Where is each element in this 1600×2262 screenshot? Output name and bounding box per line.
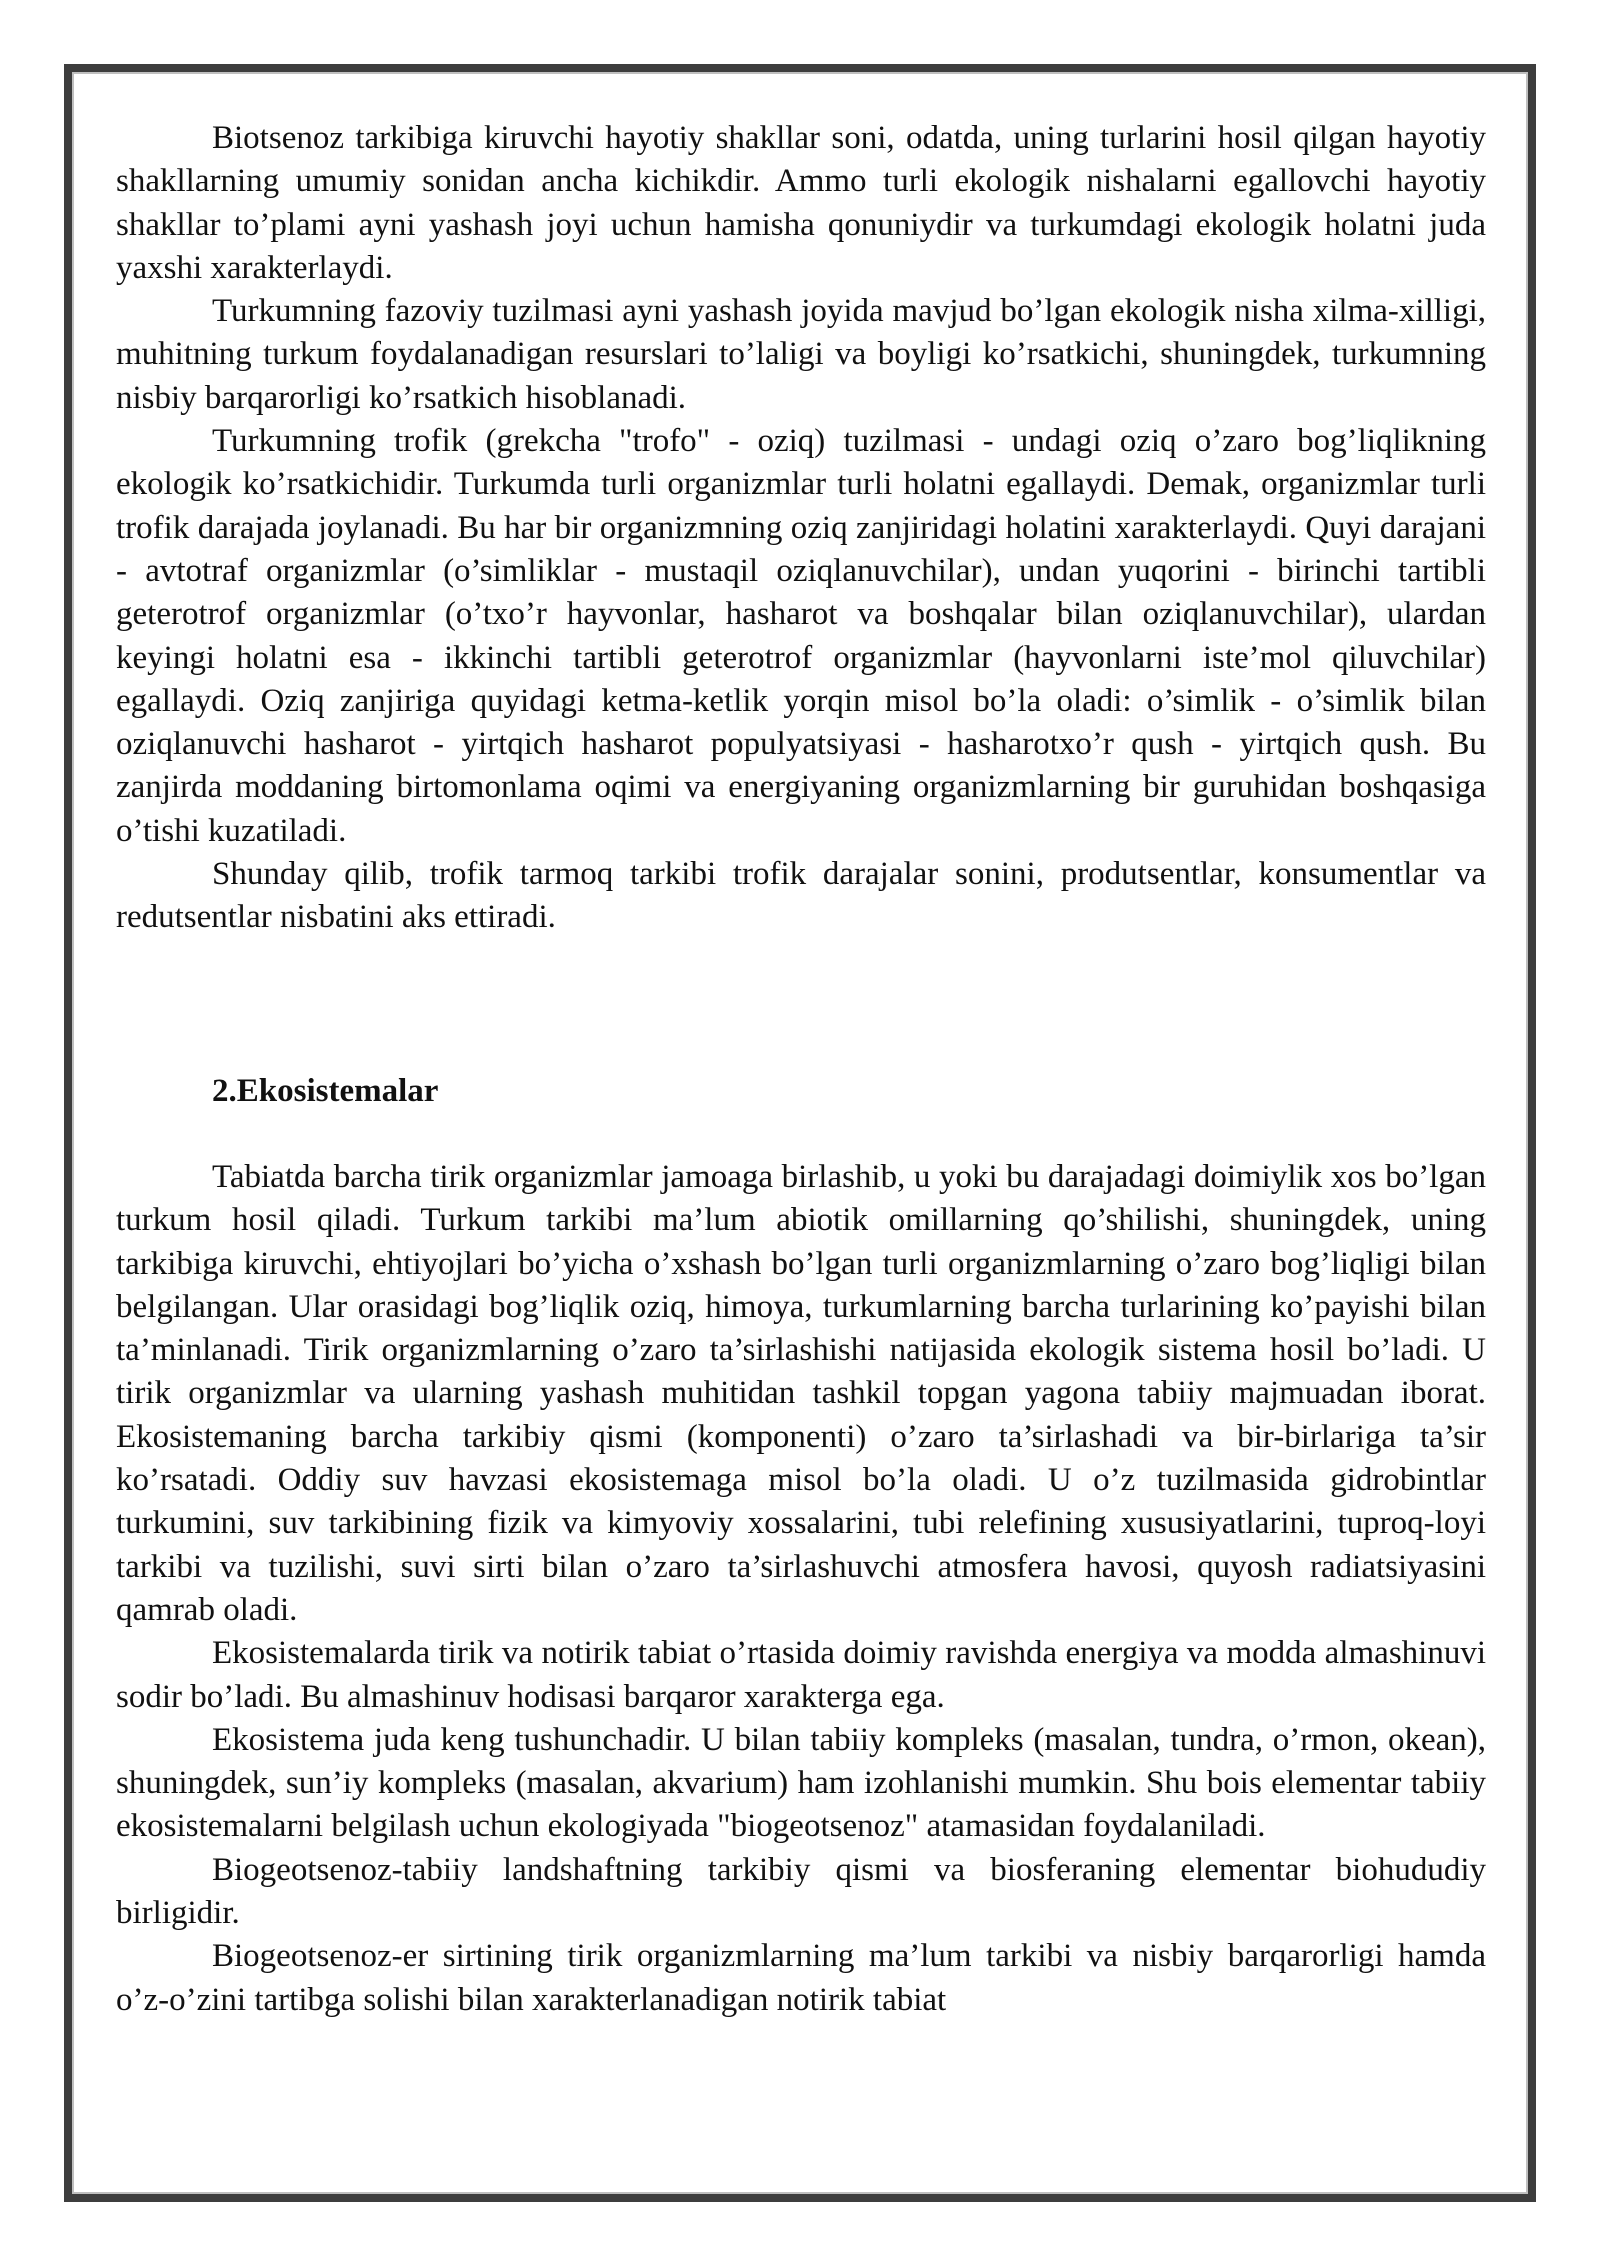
section-heading-ekosistemalar: 2.Ekosistemalar	[212, 1072, 439, 1109]
section-spacer	[116, 940, 1486, 1070]
paragraph-biogeotsenoz-earth: Biogeotsenoz-er sirtining tirik organizmlarning ma’lum tarkibi va nisbiy barqarorligi hamda o’z-o’zini tartibga solishi bilan xarakterlanadigan notirik tabiat	[116, 1938, 1486, 2018]
paragraph-trophic-network: Shunday qilib, trofik tarmoq tarkibi trofik darajalar sonini, produtsentlar, konsumentlar va redutsentlar nisbatini aks ettiradi.	[116, 856, 1486, 936]
paragraph-energy-exchange: Ekosistemalarda tirik va notirik tabiat o’rtasida doimiy ravishda energiya va modda almashinuvi sodir bo’ladi. Bu almashinuv hodisasi barqaror xarakterga ega.	[116, 1635, 1486, 1715]
paragraph-spatial-structure: Turkumning fazoviy tuzilmasi ayni yashash joyida mavjud bo’lgan ekologik nisha xilma-xilligi, muhitning turkum foydalanadigan resurslari to’laligi va boyligi ko’rsatkichi, shuningdek, turkumning nisbiy barqarorligi ko’rsatkich hisoblanadi.	[116, 293, 1486, 416]
paragraph-biotsenoz-life-forms: Biotsenoz tarkibiga kiruvchi hayotiy shakllar soni, odatda, uning turlarini hosil qilgan hayotiy shakllarning umumiy sonidan ancha kichikdir. Ammo turli ekologik nishalarni egallovchi hayotiy shakllar to’plami ayni yashash joyi uchun hamisha qonuniydir va turkumdagi ekologik holatni juda yaxshi xarakterlaydi.	[116, 120, 1486, 286]
paragraph-ecosystem-intro: Tabiatda barcha tirik organizmlar jamoaga birlashib, u yoki bu darajadagi doimiylik xos bo’lgan turkum hosil qiladi. Turkum tarkibi ma’lum abiotik omillarning qo’shilishi, shuningdek, uning tarkibiga kiruvchi, ehtiyojlari bo’yicha o’xshash bo’lgan turli organizmlarning o’zaro bog’liqligi bilan belgilangan. Ular orasidagi bog’liqlik oziq, himoya, turkumlarning barcha turlarining ko’payishi bilan ta’minlanadi. Tirik organizmlarning o’zaro ta’sirlashishi natijasida ekologik sistema hosil bo’ladi. U tirik organizmlar va ularning yashash muhitidan tashkil topgan yagona tabiiy majmuadan iborat. Ekosistemaning barcha tarkibiy qismi (komponenti) o’zaro ta’sirlashadi va bir-birlariga ta’sir ko’rsatadi. Oddiy suv havzasi ekosistemaga misol bo’la oladi. U o’z tuzilmasida gidrobintlar turkumini, suv tarkibining fizik va kimyoviy xossalarini, tubi relefining xususiyatlarini, tuproq-loyi tarkibi va tuzilishi, suvi sirti bilan o’zaro ta’sirlashuvchi atmosfera havosi, quyosh radiatsiyasini qamrab oladi.	[116, 1158, 1486, 1628]
heading-spacer	[116, 1113, 1486, 1156]
paragraph-trophic-structure: Turkumning trofik (grekcha "trofo" - oziq) tuzilmasi - undagi oziq o’zaro bog’liqlikning ekologik ko’rsatkichidir. Turkumda turli organizmlar turli holatni egallaydi. Demak, organizmlar turli trofik darajada joylanadi. Bu har bir organizmning oziq zanjiridagi holatini xarakterlaydi. Quyi darajani - avtotraf organizmlar (o’simliklar - mustaqil oziqlanuvchilar), undan yuqorini - birinchi tartibli geterotrof organizmlar (o’txo’r hayvonlar, hasharot va boshqalar bilan oziqlanuvchilar), ulardan keyingi holatni esa - ikkinchi tartibli geterotrof organizmlar (hayvonlarni iste’mol qiluvchilar) egallaydi. Oziq zanjiriga quyidagi ketma-ketlik yorqin misol bo’la oladi: o’simlik - o’simlik bilan oziqlanuvchi hasharot - yirtqich hasharot populyatsiyasi - hasharotxo’r qush - yirtqich qush. Bu zanjirda moddaning birtomonlama oqimi va energiyaning organizmlarning bir guruhidan boshqasiga o’tishi kuzatiladi.	[116, 423, 1486, 849]
document-body	[116, 117, 1486, 2022]
paragraph-ecosystem-concept: Ekosistema juda keng tushunchadir. U bilan tabiiy kompleks (masalan, tundra, o’rmon, okean), shuningdek, sun’iy kompleks (masalan, akvarium) ham izohlanishi mumkin. Shu bois elementar tabiiy ekosistemalarni belgilash uchun ekologiyada "biogeotsenoz" atamasidan foydalaniladi.	[116, 1721, 1486, 1845]
paragraph-biogeotsenoz-definition: Biogeotsenoz-tabiiy landshaftning tarkibiy qismi va biosferaning elementar biohududiy birligidir.	[116, 1851, 1486, 1931]
